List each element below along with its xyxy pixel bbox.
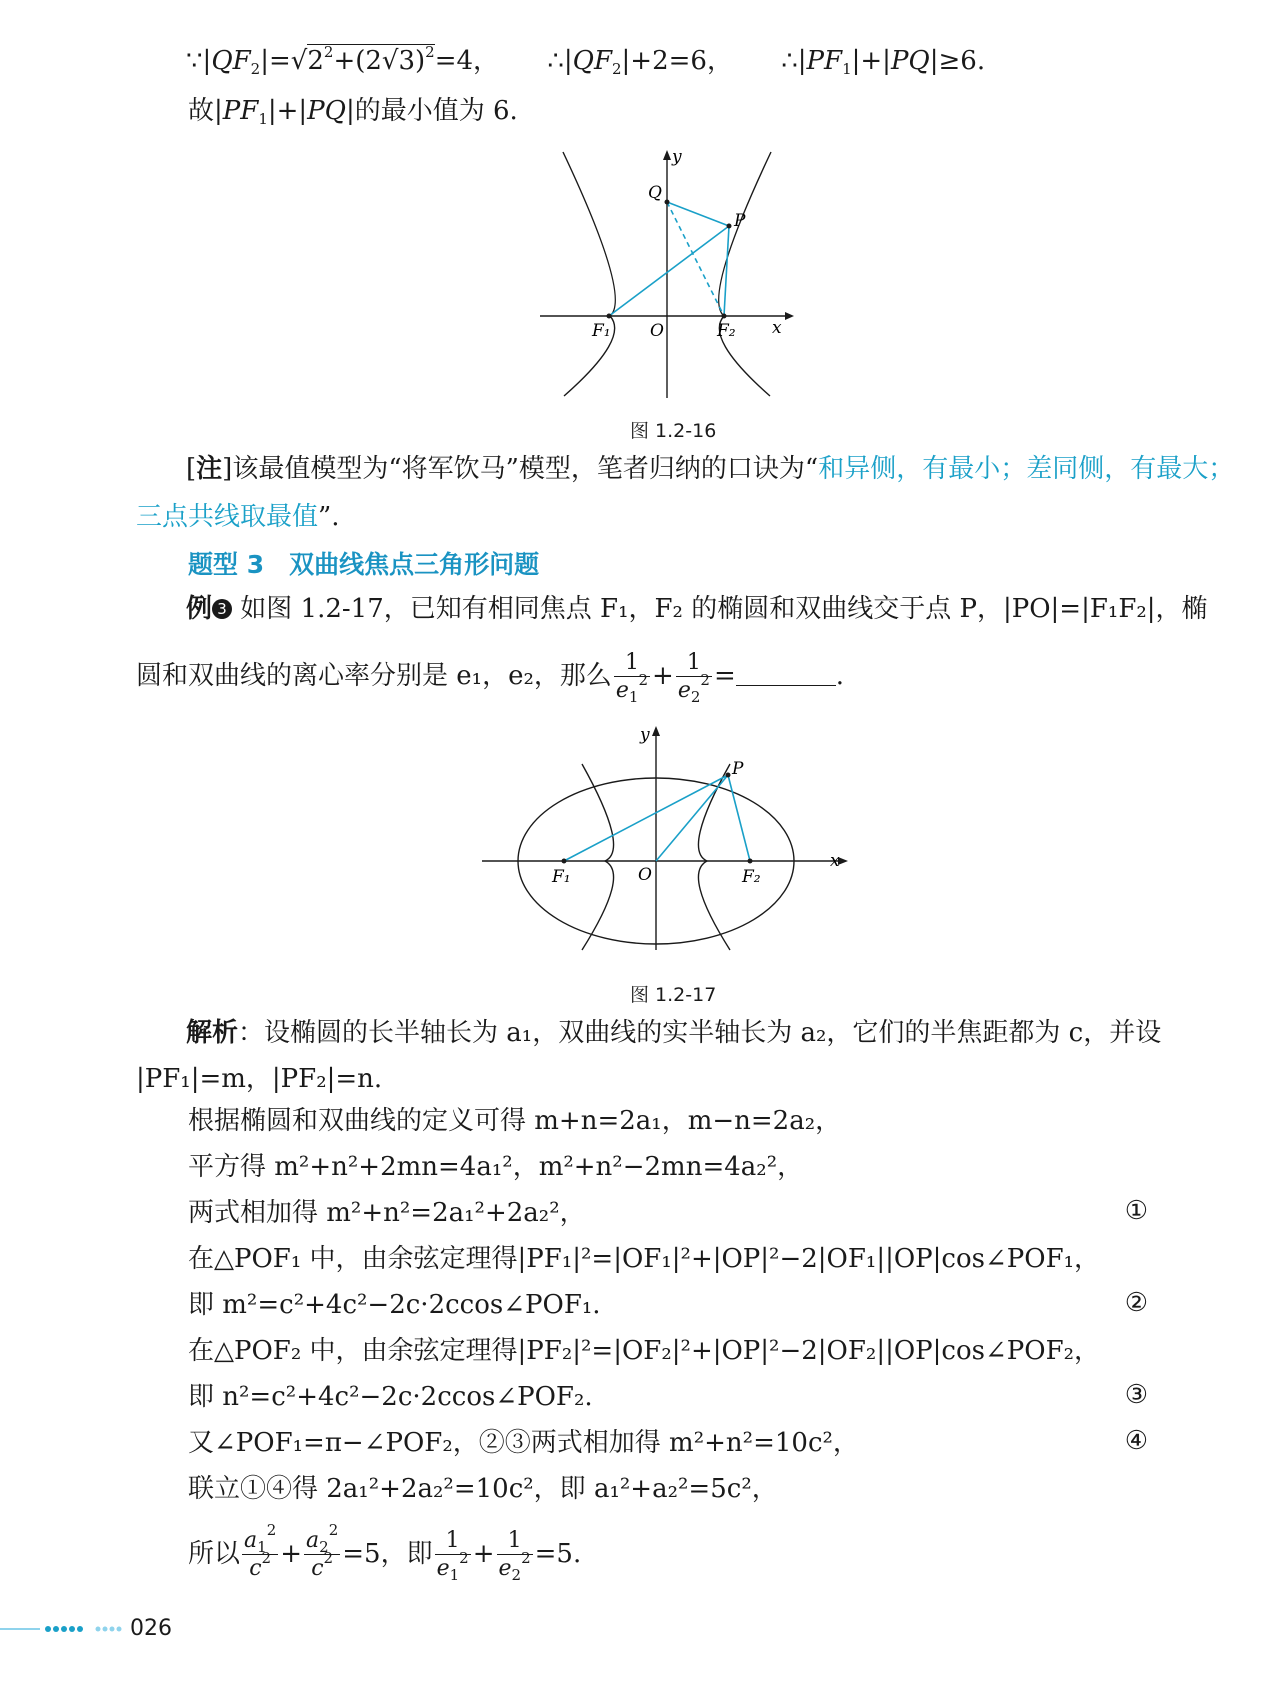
example-text-2a: 圆和双曲线的离心率分别是 e₁，e₂，那么 [136,661,612,691]
proof-line-1b: $\therefore|QF_2|+2=6$， [547,46,733,78]
figure2-caption: 图 1.2-17 [630,984,717,1006]
example-line-1 [186,592,1208,626]
fig1-f1-label: F₁ [592,321,611,341]
proof-line-1a: $\because|QF_2|=√2^2+(2√3)^2=4$， [186,43,500,78]
fig2-o-label: O [638,865,652,885]
note-line-2 [136,500,340,534]
solution-text-12c: =5. [534,1539,582,1569]
segment-pf2 [724,226,729,316]
example-line-2: 圆和双曲线的离心率分别是 e₁，e₂，那么 $\frac{1}{e_1^2}$ + $\frac{1}{e_2^2}$ = . [136,650,844,706]
solution-line-4: 平方得 m²+n²+2mn=4a₁²，m²+n²−2mn=4a₂²， [188,1152,804,1182]
solution-line-11: 联立①④得 2a₁²+2a₂²=10c²，即 a₁²+a₂²=5c²， [188,1474,778,1504]
hyperbola-left-branch [582,764,614,950]
fig1-q-label: Q [648,183,662,203]
fig1-o-label: O [650,321,664,341]
solution-line-8: 在△POF₂ 中，由余弦定理得|PF₂|²=|OF₂|²+|OP|²−2|OF₂||OP|cos∠POF₂， [188,1336,1101,1366]
fig2-x-label: x [830,851,840,871]
solution-line-7: 即 m²=c²+4c²−2c·2ccos∠POF₁. [188,1290,601,1320]
example-label: 例 [186,594,213,624]
page-number: 026 [130,1616,172,1641]
figure-hyperbola [540,148,800,398]
solution-line-9: 即 n²=c²+4c²−2c·2ccos∠POF₂. [188,1382,593,1412]
segment-qf2-dashed [667,202,724,316]
equation-mark-2: ② [1124,1288,1148,1318]
fig1-y-label: y [672,148,682,167]
answer-blank[interactable] [736,663,836,686]
equation-mark-4: ④ [1124,1426,1148,1456]
hyperbola-left-branch [563,152,615,396]
figure-ellipse-hyperbola [482,724,852,954]
solution-text-1: ：设椭圆的长半轴长为 a₁，双曲线的实半轴长为 a₂，它们的半焦距都为 c，并设 [238,1018,1162,1048]
example-text-1: 如图 1.2-17，已知有相同焦点 F₁，F₂ 的椭圆和双曲线交于点 P，|PO|=|F₁F₂|，椭 [240,594,1208,624]
solution-line-2: |PF₁|=m，|PF₂|=n. [136,1064,383,1094]
section-heading: 题型 3 双曲线焦点三角形问题 [188,550,540,579]
solution-line-12: 所以 $\frac{a_1^2}{c^2}$ + $\frac{a_2^2}{c^2}$ =5，即 $\frac{1}{e_1^2}$ + $\frac{1}{e_2^2}$ =5. [188,1521,582,1584]
segment-pq [667,202,729,226]
fig2-y-label: y [640,725,650,745]
fig2-f2-label: F₂ [742,867,761,887]
footer-decoration [0,1622,130,1636]
fig2-p-label: P [732,759,744,779]
example-number: 3 [212,599,232,619]
solution-line-6: 在△POF₁ 中，由余弦定理得|PF₁|²=|OF₁|²+|OP|²−2|OF₁||OP|cos∠POF₁， [188,1244,1101,1274]
segment-pf2 [728,775,750,861]
solution-line-3: 根据椭圆和双曲线的定义可得 m+n=2a₁，m−n=2a₂， [188,1106,842,1136]
equation-mark-1: ① [1124,1196,1148,1226]
note-text-end: ”. [318,502,340,532]
fig1-x-label: x [772,318,782,338]
fig1-f2-label: F₂ [717,321,736,341]
solution-line-5: 两式相加得 m²+n²=2a₁²+2a₂²， [188,1198,586,1228]
segment-po [656,775,728,861]
fig1-p-label: P [734,211,746,231]
solution-line-1 [186,1016,1161,1050]
solution-label: 解析 [186,1018,239,1048]
segment-pf1 [609,226,729,316]
note-text-blue-2: 三点共线取最值 [136,502,319,532]
example-text-2b: = [713,661,736,691]
example-text-2-end: . [835,661,844,691]
note-text-black: 该最值模型为“将军饮马”模型，笔者归纳的口诀为“ [232,454,819,484]
solution-text-12a: 所以 [188,1539,241,1569]
solution-line-10: 又∠POF₁=π−∠POF₂，②③两式相加得 m²+n²=10c²， [188,1428,859,1458]
conclusion-line: 故$|PF_1|+|PQ|$的最小值为 6. [188,96,518,128]
proof-line-1 [186,44,985,78]
equation-mark-3: ③ [1124,1380,1148,1410]
note-text-blue-1: 和异侧，有最小；差同侧，有最大； [818,454,1235,484]
note-line-1: [注]该最值模型为“将军饮马”模型，笔者归纳的口诀为“和异侧，有最小；差同侧，有最大； [186,454,1235,484]
proof-line-1c: $\therefore|PF_1|+|PQ|\ge 6$. [781,46,986,78]
solution-text-12b: =5，即 [342,1539,433,1569]
figure1-caption: 图 1.2-16 [630,420,717,442]
note-tag: 注 [196,454,223,484]
fig2-f1-label: F₁ [552,867,571,887]
